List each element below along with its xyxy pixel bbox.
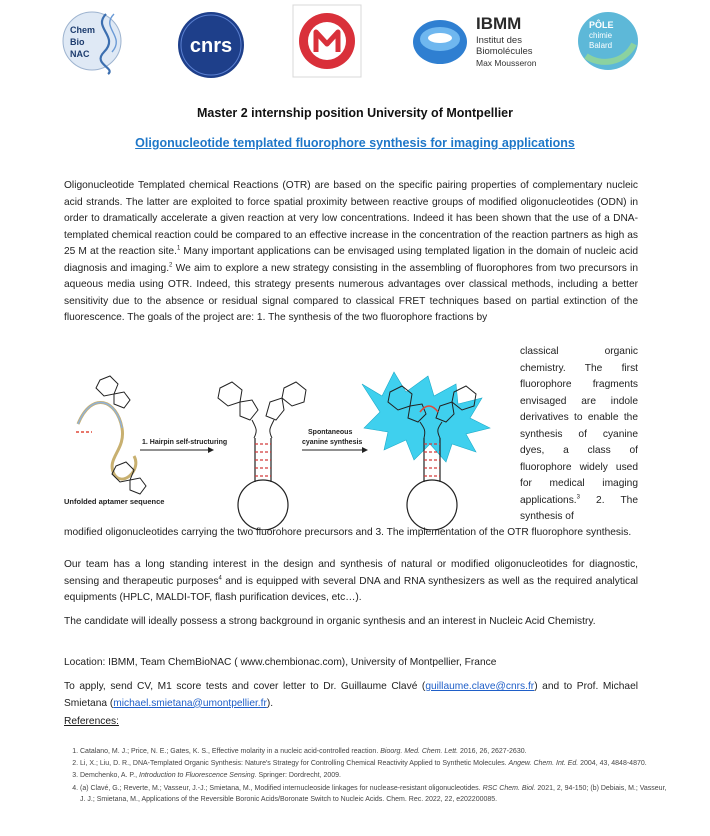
goals-side-text: classical organic chemistry. The first fluorophore fragments envisaged are indole derivatives to enable the synthesis of cyanine dyes, a class of fluorophore widely used for medical imaging applications. (520, 346, 638, 506)
intro-paragraph (64, 178, 638, 327)
otr-scheme-figure (62, 370, 522, 530)
location-paragraph (64, 655, 638, 672)
sidebar-paragraph (520, 344, 638, 526)
team-paragraph (64, 557, 638, 607)
apply-text-b: ) and to Prof. Michael Smietana ( (64, 681, 638, 709)
label-spontaneous: Spontaneous (308, 429, 353, 436)
cnrs-logo (176, 10, 246, 80)
reference-item: 1. Catalano, M. J.; Price, N. E.; Gates, K. S., Effective molarity in a nucleic acid-controlled reaction. Bioorg. Med. Chem. Lett. 2016, 26, 2627-2630. (80, 746, 670, 757)
ref-marker-3: 3 (576, 494, 580, 501)
ref-marker-1: 1 (176, 245, 181, 252)
pole-chimie-balard-logo (576, 10, 640, 72)
email-link-clave[interactable]: guillaume.clave@cnrs.fr (425, 681, 535, 692)
email-link-smietana[interactable]: michael.smietana@umontpellier.fr (113, 697, 267, 709)
intro-text-b: Many important applications can be envisaged using templated ligation in the domain of nucleic acid diagnosis and imaging. (64, 246, 639, 274)
label-hairpin: 1. Hairpin self-structuring (142, 439, 228, 446)
reference-item: 4. (a) Clavé, G.; Reverte, M.; Vasseur, J.-J.; Smietana, M., Modified internucleoside linkages for nuclease-resistant oligonucleotides. RSC Chem. Biol. 2021, 2, 94-150; (b) Debiais, M.; Vasseur, J. J.; Smietana, M., Applications of the Reversible Boronic Acids/Boronate Switch to Nucleic Acids. Chem. Rec. 2022, 22, e202200085. (80, 783, 670, 805)
svg-text:NAC: NAC (70, 49, 90, 59)
svg-text:Bio: Bio (70, 37, 85, 47)
chembionac-logo (62, 6, 124, 76)
fluorescence-burst (362, 372, 490, 462)
page-title: Master 2 internship position University of Montpellier (196, 106, 513, 120)
goals-side-end: 2. The synthesis of (520, 494, 638, 522)
svg-text:cnrs: cnrs (189, 35, 233, 57)
candidate-paragraph (64, 614, 638, 631)
goals-text-end: modified oligonucleotides carrying the two fluorohore precursors and 3. The implementation of the OTR fluorophore synthesis. (64, 527, 632, 538)
location-text: Location: IBMM, Team ChemBioNAC ( www.chembionac.com), University of Montpellier, France (64, 657, 497, 668)
references-heading: References: (64, 716, 119, 727)
pole-text-3: Balard (589, 41, 613, 50)
team-text-a: Our team has a long standing interest in the design and synthesis of natural or modified oligonucleotides for diagnostic, sensing and therapeutic purposes (64, 559, 638, 587)
svg-text:Chem: Chem (70, 25, 96, 35)
pole-text-1: PÔLE (589, 20, 614, 30)
pole-text-2: chimie (589, 31, 613, 40)
university-montpellier-logo (292, 4, 362, 78)
team-text-b: and is equipped with several DNA and RNA synthesizers as well as the required analytical equipments (HPLC, MALDI-TOF, flash purification devices, etc…). (64, 575, 639, 603)
hairpin-precursors (218, 382, 306, 530)
ibmm-sub1: Institut des (476, 35, 522, 46)
reference-item: 3. Demchenko, A. P., Introduction to Fluorescence Sensing. Springer: Dordrecht, 2009. (80, 770, 670, 781)
intro-text-a: Oligonucleotide Templated chemical Reactions (OTR) are based on the specific pairing properties of complementary nucleic acid strands. The latter are exploited to force spatial proximity between reactive groups of modified oligonucleotides (ODN) in order to dramatically accelerate a given reaction at very low concentrations. Indeed it has been shown that the use of a DNA-templated chemical reaction could be compared to an effective increase in the concentration of the reaction partners as high as 25 M at the reaction site. (64, 180, 638, 257)
ref-marker-4: 4 (218, 575, 222, 582)
label-cyanine-synthesis: cyanine synthesis (302, 439, 363, 446)
label-unfolded: Unfolded aptamer sequence (64, 497, 165, 506)
page-subtitle: Oligonucleotide templated fluorophore synthesis for imaging applications (135, 136, 575, 150)
apply-text-a: To apply, send CV, M1 score tests and cover letter to Dr. Guillaume Clavé ( (64, 681, 426, 692)
candidate-text: The candidate will ideally possess a strong background in organic synthesis and an interest in Nucleic Acid Chemistry. (64, 616, 596, 627)
reference-item: 2. Li, X.; Liu, D. R., DNA-Templated Organic Synthesis: Nature's Strategy for Controlling Chemical Reactivity Applied to Synthetic Molecules. Angew. Chem. Int. Ed. 2004, 43, 4848-4870. (80, 758, 670, 769)
otr-scheme-svg (62, 370, 522, 530)
ibmm-sub2: Biomolécules (476, 46, 533, 57)
apply-text-c: ). (266, 697, 274, 709)
ibmm-name: IBMM (476, 14, 522, 33)
ibmm-logo (410, 12, 545, 74)
unfolded-aptamer (76, 376, 146, 494)
logo-bar (0, 0, 710, 90)
intro-text-c: We aim to explore a new strategy consisting in the assembling of fluorophores from two precursors in aqueous media using OTR. Indeed, this strategy presents numerous advantages over classical methods, including a better sensitivity due to the absence or residual signal compared to classical FRET techniques based on partial extinction of the fluorescence. The goals of the project are: 1. The synthesis of the two fluorophore fractions by (64, 262, 638, 323)
ref-marker-2: 2 (169, 262, 173, 269)
apply-paragraph (64, 679, 638, 712)
references-list (64, 746, 670, 806)
ibmm-sub3: Max Mousseron (476, 58, 537, 68)
